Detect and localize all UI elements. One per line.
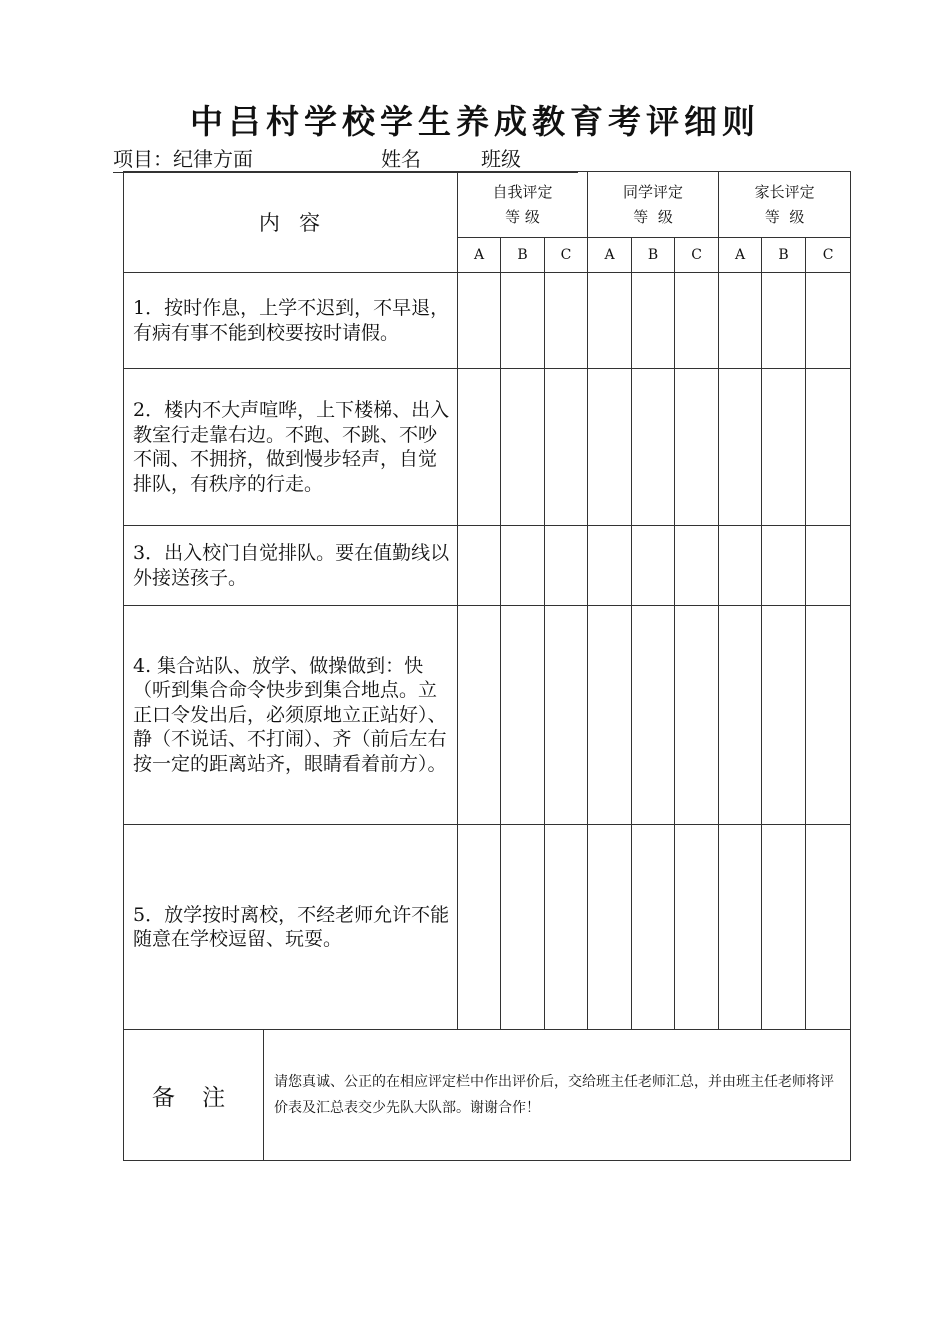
grade-cell[interactable] xyxy=(545,369,588,526)
grade-cell[interactable] xyxy=(588,825,632,1030)
grade-c-label: C xyxy=(545,238,588,273)
grade-cell[interactable] xyxy=(501,825,545,1030)
grade-cell[interactable] xyxy=(806,606,851,825)
class-label: 班级 xyxy=(481,147,521,171)
criterion-text: 4. 集合站队、放学、做操做到：快（听到集合命令快步到集合地点。立正口令发出后，必须原地立正站好）、静（不说话、不打闹）、齐（前后左右按一定的距离站齐，眼睛看着前方）。 xyxy=(124,606,458,825)
grade-cell[interactable] xyxy=(458,273,501,369)
grade-c-label: C xyxy=(675,238,719,273)
criterion-text: 2．楼内不大声喧哗，上下楼梯、出入教室行走靠右边。不跑、不跳、不吵不闹、不拥挤，做到慢步轻声，自觉排队，有秩序的行走。 xyxy=(124,369,458,526)
grade-cell[interactable] xyxy=(675,606,719,825)
grade-cell[interactable] xyxy=(675,526,719,606)
grade-cell[interactable] xyxy=(588,526,632,606)
grade-cell[interactable] xyxy=(458,526,501,606)
document-title: 中吕村学校学生养成教育考评细则 xyxy=(190,102,760,141)
grade-cell[interactable] xyxy=(675,825,719,1030)
grade-cell[interactable] xyxy=(762,369,806,526)
grade-cell[interactable] xyxy=(719,526,762,606)
grade-cell[interactable] xyxy=(632,526,675,606)
grade-a-label: A xyxy=(588,238,632,273)
remarks-text: 请您真诚、公正的在相应评定栏中作出评价后，交给班主任老师汇总，并由班主任老师将评价表及汇总表交少先队大队部。谢谢合作！ xyxy=(264,1030,851,1161)
grade-b-label: B xyxy=(762,238,806,273)
criterion-row xyxy=(124,526,851,606)
grade-cell[interactable] xyxy=(806,526,851,606)
grade-cell[interactable] xyxy=(458,369,501,526)
project-label: 项目：纪律方面 xyxy=(113,147,253,171)
form-subheader xyxy=(113,146,578,173)
self-evaluation-header: 自我评定 等 级 xyxy=(458,172,588,238)
grade-cell[interactable] xyxy=(762,606,806,825)
grade-cell[interactable] xyxy=(806,369,851,526)
parent-evaluation-header: 家长评定 等 级 xyxy=(719,172,851,238)
content-header: 内 容 xyxy=(124,172,458,273)
grade-cell[interactable] xyxy=(501,273,545,369)
grade-b-label: B xyxy=(501,238,545,273)
remarks-row xyxy=(124,1030,851,1161)
criterion-row xyxy=(124,369,851,526)
grade-cell[interactable] xyxy=(458,606,501,825)
grade-cell[interactable] xyxy=(501,606,545,825)
grade-cell[interactable] xyxy=(806,825,851,1030)
grade-cell[interactable] xyxy=(545,273,588,369)
criterion-row xyxy=(124,273,851,369)
grade-cell[interactable] xyxy=(545,526,588,606)
grade-cell[interactable] xyxy=(632,273,675,369)
grade-cell[interactable] xyxy=(501,526,545,606)
grade-cell[interactable] xyxy=(632,606,675,825)
criterion-text: 1．按时作息，上学不迟到，不早退，有病有事不能到校要按时请假。 xyxy=(124,273,458,369)
evaluation-table xyxy=(123,171,851,1161)
grade-cell[interactable] xyxy=(675,273,719,369)
grade-a-label: A xyxy=(719,238,762,273)
grade-b-label: B xyxy=(632,238,675,273)
name-label: 姓名 xyxy=(381,147,421,171)
grade-cell[interactable] xyxy=(632,825,675,1030)
criterion-text: 5．放学按时离校，不经老师允许不能随意在学校逗留、玩耍。 xyxy=(124,825,458,1030)
header-row-groups xyxy=(124,172,851,238)
grade-cell[interactable] xyxy=(588,369,632,526)
grade-cell[interactable] xyxy=(545,606,588,825)
grade-a-label: A xyxy=(458,238,501,273)
grade-cell[interactable] xyxy=(762,273,806,369)
grade-cell[interactable] xyxy=(632,369,675,526)
grade-cell[interactable] xyxy=(458,825,501,1030)
peer-evaluation-header: 同学评定 等 级 xyxy=(588,172,719,238)
criterion-row xyxy=(124,825,851,1030)
grade-c-label: C xyxy=(806,238,851,273)
criterion-text: 3．出入校门自觉排队。要在值勤线以外接送孩子。 xyxy=(124,526,458,606)
criterion-row xyxy=(124,606,851,825)
grade-cell[interactable] xyxy=(545,825,588,1030)
grade-cell[interactable] xyxy=(588,606,632,825)
remarks-label: 备 注 xyxy=(124,1030,264,1161)
grade-cell[interactable] xyxy=(719,825,762,1030)
grade-cell[interactable] xyxy=(719,606,762,825)
grade-cell[interactable] xyxy=(501,369,545,526)
grade-cell[interactable] xyxy=(762,825,806,1030)
grade-cell[interactable] xyxy=(806,273,851,369)
grade-cell[interactable] xyxy=(762,526,806,606)
grade-cell[interactable] xyxy=(675,369,719,526)
grade-cell[interactable] xyxy=(719,369,762,526)
grade-cell[interactable] xyxy=(719,273,762,369)
grade-cell[interactable] xyxy=(588,273,632,369)
